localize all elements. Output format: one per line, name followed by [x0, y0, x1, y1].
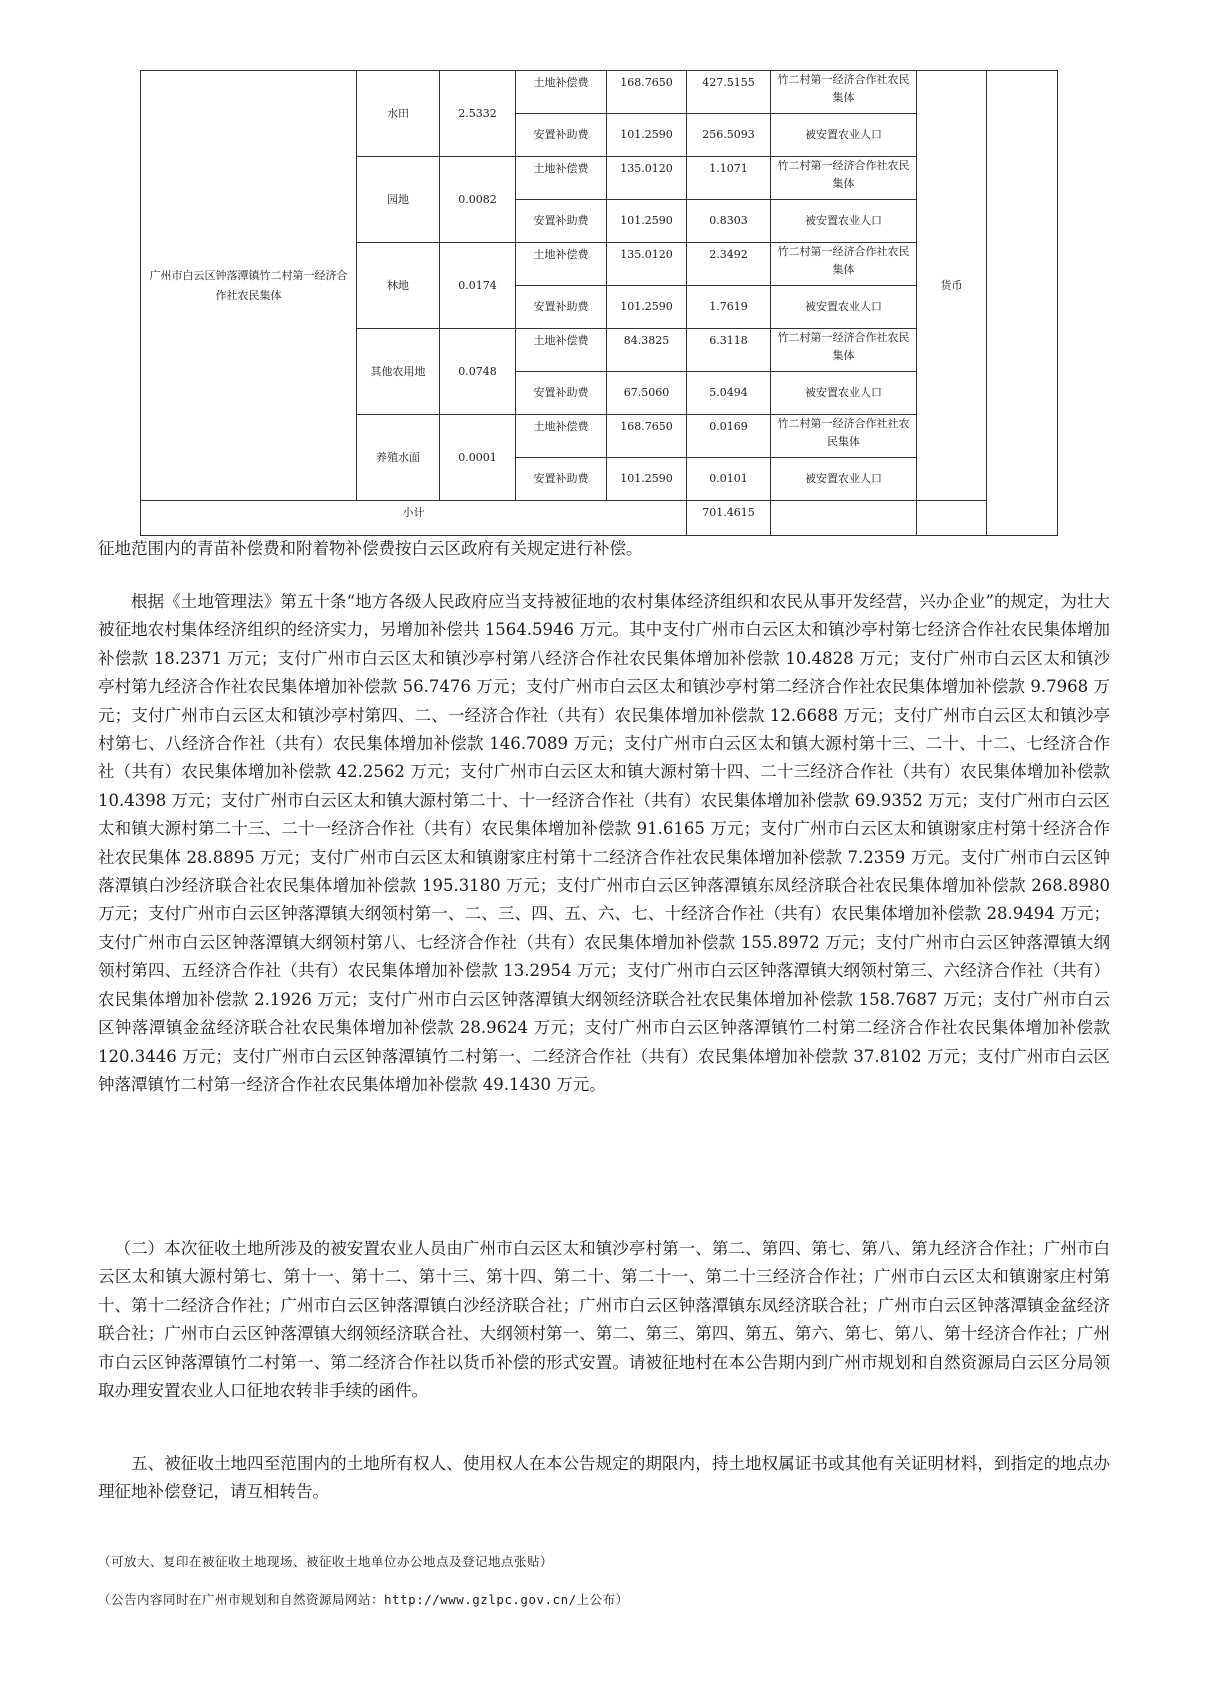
empty-cell	[771, 501, 917, 536]
fee-item-cell: 安置补助费	[516, 114, 607, 157]
additional-compensation-paragraph: 根据《土地管理法》第五十条“地方各级人民政府应当支持被征地的农村集体经济组织和农民从事开发经营，兴办企业”的规定，为壮大被征地农村集体经济组织的经济实力，另增加补偿共 1564.5946 万元。其中支付广州市白云区太和镇沙亭村第七经济合作社农民集体增加补偿款 18.2371 万元；支付广州市白云区太和镇沙亭村第八经济合作社农民集体增加补偿款 10.4828 万元；支付广州市白云区太和镇沙亭村第九经济合作社农民集体增加补偿款 56.7476 万元；支付广州市白云区太和镇沙亭村第二经济合作社农民集体增加补偿款 9.7968 万元；支付广州市白云区太和镇沙亭村第四、二、一经济合作社（共有）农民集体增加补偿款 12.6688 万元；支付广州市白云区太和镇沙亭村第七、八经济合作社（共有）农民集体增加补偿款 146.7089 万元；支付广州市白云区太和镇大源村第十三、二十、十二、七经济合作社（共有）农民集体增加补偿款 42.2562 万元；支付广州市白云区太和镇大源村第十四、二十三经济合作社（共有）农民集体增加补偿款 10.4398 万元；支付广州市白云区太和镇大源村第二十、十一经济合作社（共有）农民集体增加补偿款 69.9352 万元；支付广州市白云区太和镇大源村第二十三、二十一经济合作社（共有）农民集体增加补偿款 91.6165 万元；支付广州市白云区太和镇谢家庄村第十经济合作社农民集体 28.8895 万元；支付广州市白云区太和镇谢家庄村第十二经济合作社农民集体增加补偿款 7.2359 万元。支付广州市白云区钟落潭镇白沙经济联合社农民集体增加补偿款 195.3180 万元；支付广州市白云区钟落潭镇东凤经济联合社农民集体增加补偿款 268.8980 万元；支付广州市白云区钟落潭镇大纲领村第一、二、三、四、五、六、七、十经济合作社（共有）农民集体增加补偿款 28.9494 万元；支付广州市白云区钟落潭镇大纲领村第八、七经济合作社（共有）农民集体增加补偿款 155.8972 万元；支付广州市白云区钟落潭镇大纲领村第四、五经济合作社（共有）农民集体增加补偿款 13.2954 万元；支付广州市白云区钟落潭镇大纲领村第三、六经济合作社（共有）农民集体增加补偿款 2.1926 万元；支付广州市白云区钟落潭镇大纲领经济联合社农民集体增加补偿款 158.7687 万元；支付广州市白云区钟落潭镇金盆经济联合社农民集体增加补偿款 28.9624 万元；支付广州市白云区钟落潭镇竹二村第二经济合作社农民集体增加补偿款 120.3446 万元；支付广州市白云区钟落潭镇竹二村第一、二经济合作社（共有）农民集体增加补偿款 37.8102 万元；支付广州市白云区钟落潭镇竹二村第一经济合作社农民集体增加补偿款 49.1430 万元。	[98, 592, 1110, 1094]
subtotal-label: 小计	[141, 501, 687, 536]
fee-item-cell: 土地补偿费	[516, 415, 607, 458]
amount-cell: 1.1071	[687, 157, 771, 200]
website-note: （公告内容同时在广州市规划和自然资源局网站：http://www.gzlpc.gov.cn/上公布）	[98, 1592, 629, 1607]
empty-cell	[917, 501, 987, 536]
owner-cell: 被安置农业人口	[771, 114, 917, 157]
blank-cell	[987, 71, 1058, 536]
fee-item-cell: 土地补偿费	[516, 243, 607, 286]
table-row	[141, 71, 1058, 114]
amount-cell: 256.5093	[687, 114, 771, 157]
owner-cell: 被安置农业人口	[771, 458, 917, 501]
standard-cell: 168.7650	[607, 71, 687, 114]
amount-cell: 0.0169	[687, 415, 771, 458]
standard-cell: 101.2590	[607, 458, 687, 501]
area-cell: 2.5332	[440, 71, 516, 157]
area-cell: 0.0082	[440, 157, 516, 243]
standard-cell: 135.0120	[607, 243, 687, 286]
fee-item-cell: 安置补助费	[516, 286, 607, 329]
fee-item-cell: 安置补助费	[516, 372, 607, 415]
amount-cell: 2.3492	[687, 243, 771, 286]
standard-cell: 67.5060	[607, 372, 687, 415]
amount-cell: 0.0101	[687, 458, 771, 501]
resettlement-paragraph: （二）本次征收土地所涉及的被安置农业人员由广州市白云区太和镇沙亭村第一、第二、第四、第七、第八、第九经济合作社；广州市白云区太和镇大源村第七、第十一、第十二、第十三、第十四、第二十、第二十一、第二十三经济合作社；广州市白云区太和镇谢家庄村第十、第十二经济合作社；广州市白云区钟落潭镇白沙经济联合社；广州市白云区钟落潭镇东凤经济联合社；广州市白云区钟落潭镇金盆经济联合社；广州市白云区钟落潭镇大纲领经济联合社、大纲领村第一、第二、第三、第四、第五、第六、第七、第八、第十经济合作社；广州市白云区钟落潭镇竹二村第一、第二经济合作社以货币补偿的形式安置。请被征地村在本公告期内到广州市规划和自然资源局白云区分局领取办理安置农业人口征地农转非手续的函件。	[98, 1239, 1110, 1401]
fee-item-cell: 土地补偿费	[516, 157, 607, 200]
subtotal-amount: 701.4615	[687, 501, 771, 536]
owner-cell: 竹二村第一经济合作社农民集体	[771, 243, 917, 286]
owner-cell: 竹二村第一经济合作社社农民集体	[771, 415, 917, 458]
owner-cell: 被安置农业人口	[771, 372, 917, 415]
area-cell: 0.0748	[440, 329, 516, 415]
standard-cell: 101.2590	[607, 200, 687, 243]
crop-compensation-paragraph: 征地范围内的青苗补偿费和附着物补偿费按白云区政府有关规定进行补偿。	[98, 539, 643, 558]
land-type-cell: 其他农用地	[357, 329, 440, 415]
land-type-cell: 林地	[357, 243, 440, 329]
standard-cell: 84.3825	[607, 329, 687, 372]
owner-cell: 竹二村第一经济合作社农民集体	[771, 157, 917, 200]
standard-cell: 101.2590	[607, 114, 687, 157]
standard-cell: 168.7650	[607, 415, 687, 458]
land-type-cell: 园地	[357, 157, 440, 243]
area-cell: 0.0001	[440, 415, 516, 501]
fee-item-cell: 土地补偿费	[516, 329, 607, 372]
standard-cell: 101.2590	[607, 286, 687, 329]
standard-cell: 135.0120	[607, 157, 687, 200]
amount-cell: 6.3118	[687, 329, 771, 372]
owner-cell: 竹二村第一经济合作社农民集体	[771, 71, 917, 114]
payment-method-cell: 货币	[917, 71, 987, 501]
owner-cell: 被安置农业人口	[771, 286, 917, 329]
posting-note: （可放大、复印在被征收土地现场、被征收土地单位办公地点及登记地点张贴）	[98, 1554, 554, 1569]
subtotal-row	[141, 501, 1058, 536]
amount-cell: 5.0494	[687, 372, 771, 415]
fee-item-cell: 安置补助费	[516, 458, 607, 501]
section-five-paragraph: 五、被征收土地四至范围内的土地所有权人、使用权人在本公告规定的期限内，持土地权属证书或其他有关证明材料，到指定的地点办理征地补偿登记，请互相转告。	[98, 1454, 1110, 1502]
amount-cell: 0.8303	[687, 200, 771, 243]
fee-item-cell: 安置补助费	[516, 200, 607, 243]
location-cell: 广州市白云区钟落潭镇竹二村第一经济合作社农民集体	[141, 71, 357, 501]
land-type-cell: 水田	[357, 71, 440, 157]
land-type-cell: 养殖水面	[357, 415, 440, 501]
owner-cell: 被安置农业人口	[771, 200, 917, 243]
compensation-table	[140, 70, 1058, 536]
fee-item-cell: 土地补偿费	[516, 71, 607, 114]
area-cell: 0.0174	[440, 243, 516, 329]
amount-cell: 1.7619	[687, 286, 771, 329]
owner-cell: 竹二村第一经济合作社农民集体	[771, 329, 917, 372]
amount-cell: 427.5155	[687, 71, 771, 114]
